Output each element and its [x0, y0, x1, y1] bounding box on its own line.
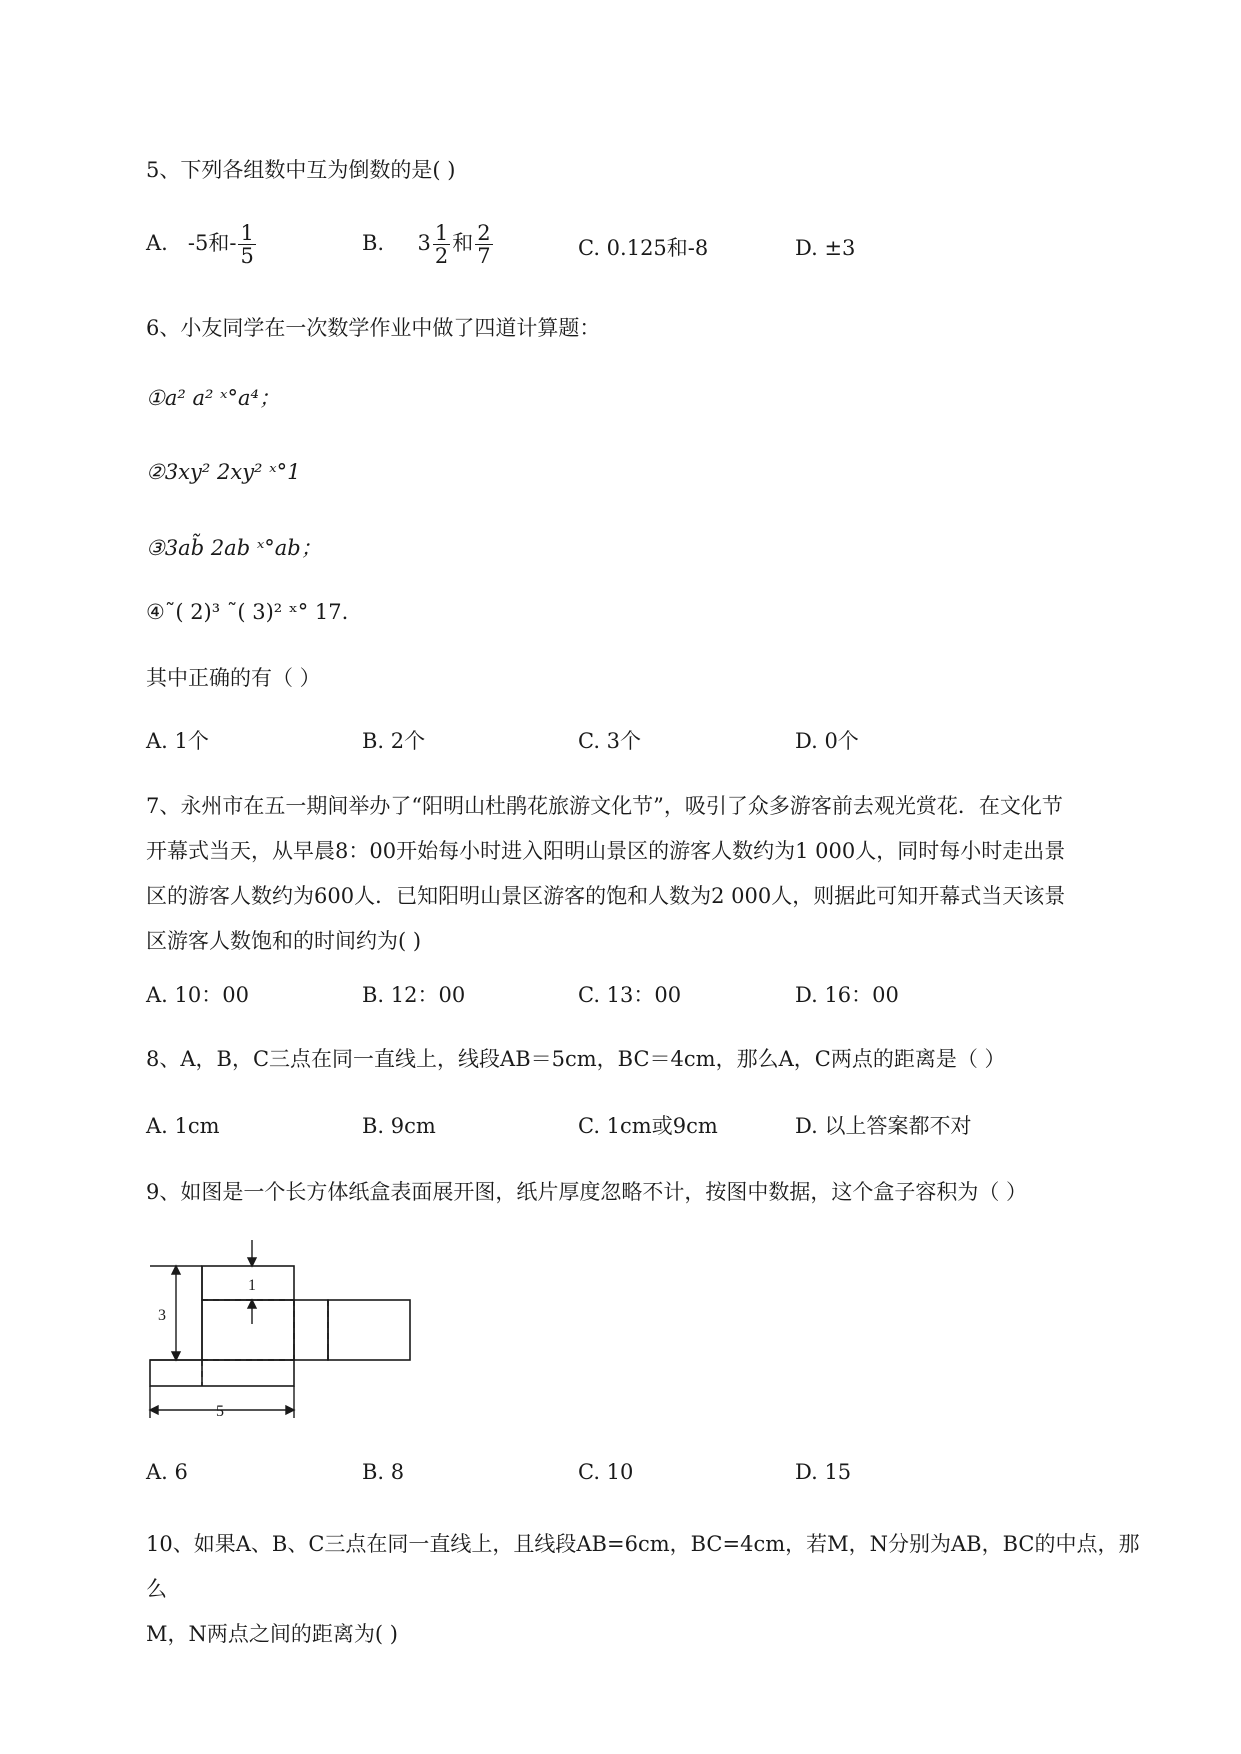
fig-label-1: 1	[248, 1277, 256, 1294]
q9-stem: 9、如图是一个长方体纸盒表面展开图，纸片厚度忽略不计，按图中数据，这个盒子容积为（ ）	[146, 1180, 1028, 1204]
q9-option-d[interactable]: D. 15	[795, 1460, 852, 1484]
q7-option-c[interactable]: C. 13：00	[578, 983, 682, 1007]
q7-option-d[interactable]: D. 16：00	[795, 983, 899, 1007]
q6-item-3: ③3ab̃ 2ab ˣ°ab；	[146, 536, 322, 560]
q10-stem	[146, 1522, 1146, 1657]
q8-option-d[interactable]: D. 以上答案都不对	[795, 1114, 972, 1138]
q6-item-4: ④˜( 2)³ ˜( 3)² ˣ° 17.	[146, 600, 349, 624]
q10-line-2: M，N两点之间的距离为( )	[146, 1622, 398, 1646]
q8-stem: 8、A，B，C三点在同一直线上，线段AB＝5cm，BC＝4cm，那么A，C两点的距离是（ ）	[146, 1047, 1006, 1071]
q7-stem	[146, 784, 1146, 964]
q6-item-2: ②3xy² 2xy² ˣ°1	[146, 460, 301, 484]
option-a-text: -5和-	[187, 231, 237, 255]
fig-label-3: 3	[158, 1307, 166, 1324]
q9-option-a[interactable]: A. 6	[146, 1460, 188, 1484]
q6-option-b[interactable]: B. 2个	[362, 729, 426, 753]
q6-option-c[interactable]: C. 3个	[578, 729, 642, 753]
q5-option-d[interactable]: D. ±3	[795, 236, 856, 260]
q7-line-1: 7、永州市在五一期间举办了“阳明山杜鹃花旅游文化节”，吸引了众多游客前去观光赏花．在文化节	[146, 794, 1063, 818]
q6-option-a[interactable]: A. 1个	[146, 729, 209, 753]
q7-line-2: 开幕式当天，从早晨8：00开始每小时进入阳明山景区的游客人数约为1 000人，同时每小时走出景	[146, 839, 1066, 863]
q8-option-c[interactable]: C. 1cm或9cm	[578, 1114, 718, 1138]
option-label: A.	[146, 231, 168, 255]
fraction: $\frac{1}{5}$	[240, 221, 254, 268]
and-word: 和	[452, 231, 474, 255]
q5-option-b[interactable]	[362, 222, 495, 267]
option-label: B.	[362, 231, 385, 255]
q6-question: 其中正确的有（ ）	[146, 666, 321, 690]
q7-line-3: 区的游客人数约为600人．已知阳明山景区游客的饱和人数为2 000人，则据此可知开幕式当天该景	[146, 884, 1066, 908]
fig-label-5: 5	[216, 1403, 224, 1420]
q6-item-1: ①a² a² ˣ°a⁴；	[146, 386, 280, 410]
q7-option-b[interactable]: B. 12：00	[362, 983, 466, 1007]
fraction: $\frac{2}{7}$	[477, 221, 491, 268]
q9-option-c[interactable]: C. 10	[578, 1460, 634, 1484]
fraction: $\frac{1}{2}$	[434, 221, 449, 268]
mixed-number-whole: 3	[417, 231, 431, 255]
q8-option-a[interactable]: A. 1cm	[146, 1114, 220, 1138]
q7-line-4: 区游客人数饱和的时间约为( )	[146, 929, 422, 953]
q8-option-b[interactable]: B. 9cm	[362, 1114, 436, 1138]
q5-option-c[interactable]: C. 0.125和-8	[578, 236, 709, 260]
q6-option-d[interactable]: D. 0个	[795, 729, 859, 753]
q7-option-a[interactable]: A. 10：00	[146, 983, 249, 1007]
q10-line-1: 10、如果A、B、C三点在同一直线上，且线段AB=6cm，BC=4cm，若M，N分别为AB，BC的中点，那么	[146, 1532, 1140, 1601]
q9-option-b[interactable]: B. 8	[362, 1460, 405, 1484]
q5-option-a[interactable]	[146, 222, 258, 267]
q5-stem: 5、下列各组数中互为倒数的是( )	[146, 158, 456, 182]
box-net-figure	[140, 1238, 420, 1426]
q6-stem: 6、小友同学在一次数学作业中做了四道计算题：	[146, 316, 601, 340]
